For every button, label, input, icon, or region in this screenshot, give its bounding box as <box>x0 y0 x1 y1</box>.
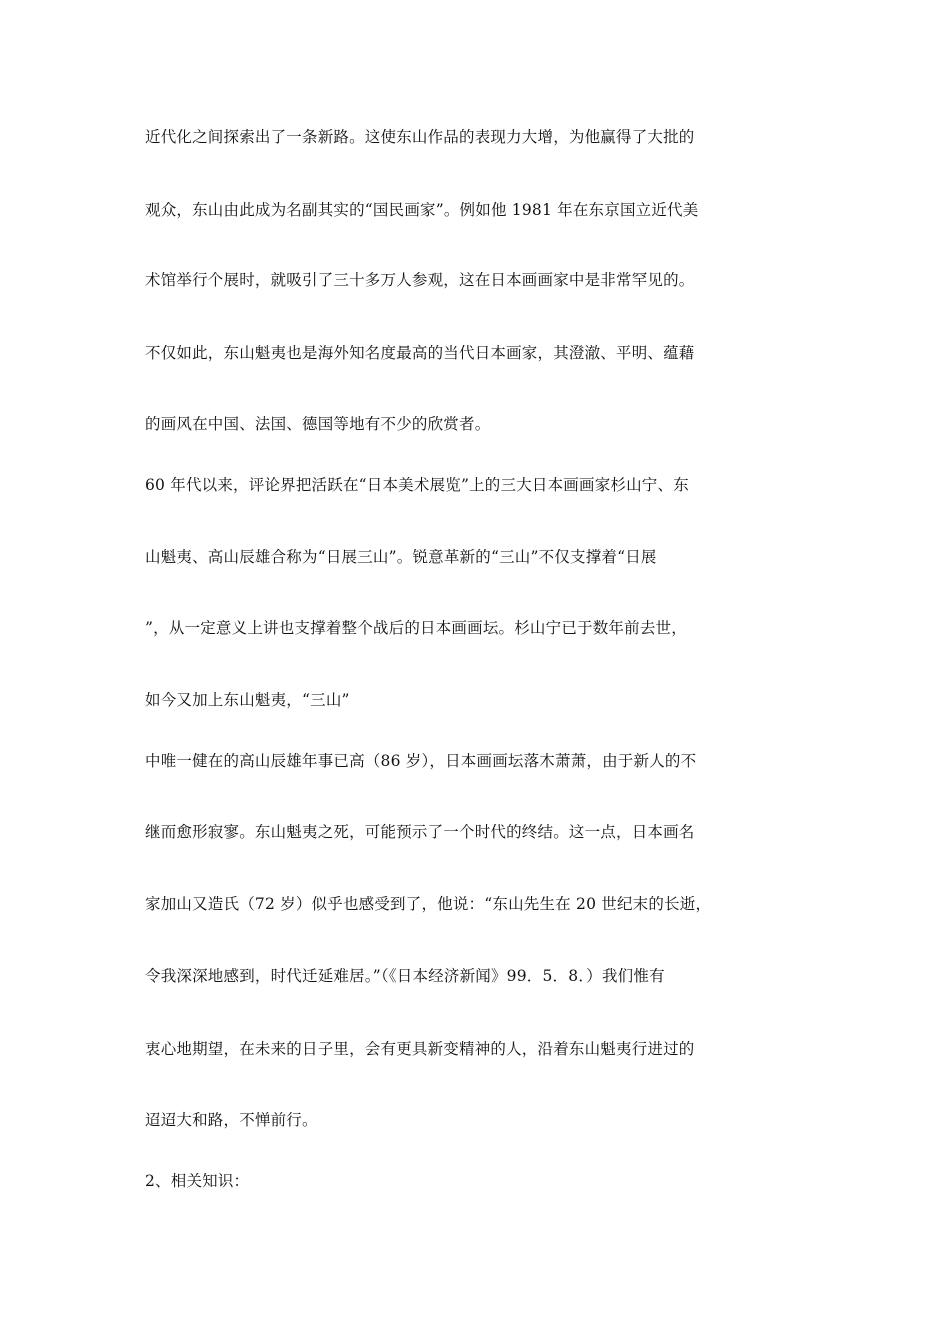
text-line: 继而愈形寂寥。东山魁夷之死，可能预示了一个时代的终结。这一点，日本画名 <box>145 823 695 841</box>
text-line: 60 年代以来，评论界把活跃在“日本美术展览”上的三大日本画画家杉山宁、东 <box>145 476 689 494</box>
text-line: 的画风在中国、法国、德国等地有不少的欣赏者。 <box>145 415 491 433</box>
text-line: 术馆举行个展时，就吸引了三十多万人参观，这在日本画画家中是非常罕见的。 <box>145 271 695 289</box>
text-line: ”，从一定意义上讲也支撑着整个战后的日本画画坛。杉山宁已于数年前去世， <box>145 619 687 637</box>
text-line: 迢迢大和路，不惮前行。 <box>145 1111 318 1129</box>
text-line: 家加山又造氏（72 岁）似乎也感受到了，他说：“东山先生在 20 世纪末的长逝， <box>145 895 712 913</box>
text-line: 观众，东山由此成为名副其实的“国民画家”。例如他 1981 年在东京国立近代美 <box>145 201 699 219</box>
text-line: 中唯一健在的高山辰雄年事已高（86 岁），日本画画坛落木萧萧，由于新人的不 <box>145 752 697 770</box>
text-line: 令我深深地感到，时代迁延难居。”（《日本经济新闻》99．5．8．）我们惟有 <box>145 967 665 985</box>
text-line: 山魁夷、高山辰雄合称为“日展三山”。锐意革新的“三山”不仅支撑着“日展 <box>145 548 657 566</box>
text-line: 近代化之间探索出了一条新路。这使东山作品的表现力大增，为他赢得了大批的 <box>145 128 695 146</box>
text-line: 衷心地期望，在未来的日子里，会有更具新变精神的人，沿着东山魁夷行进过的 <box>145 1040 695 1058</box>
text-line: 不仅如此，东山魁夷也是海外知名度最高的当代日本画家，其澄澈、平明、蕴藉 <box>145 344 695 362</box>
text-line: 如今又加上东山魁夷，“三山” <box>145 691 350 709</box>
section-heading: 2、相关知识： <box>145 1172 250 1190</box>
